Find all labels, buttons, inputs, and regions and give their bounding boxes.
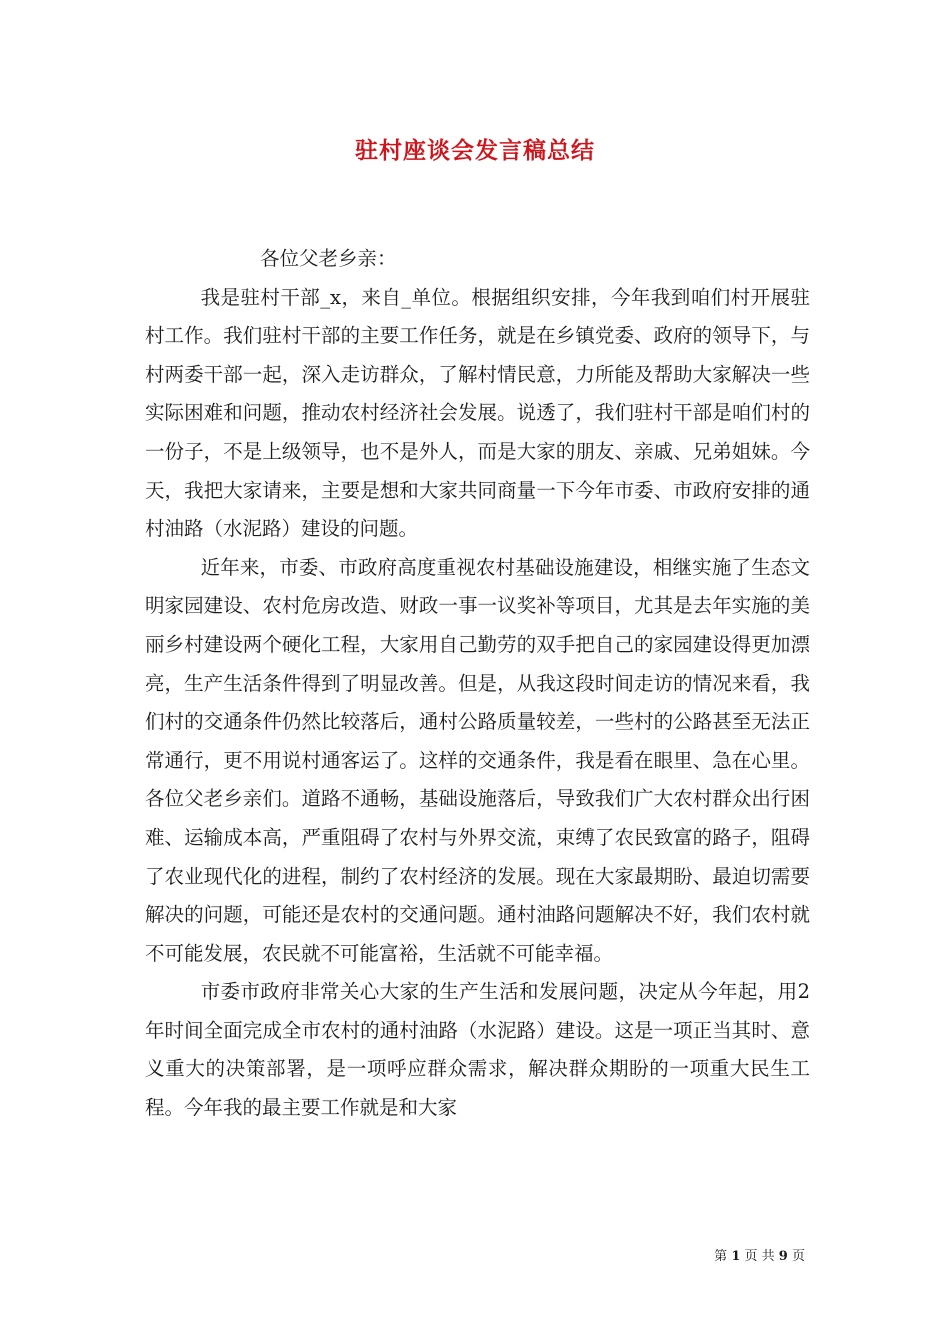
paragraph-2: 近年来，市委、市政府高度重视农村基础设施建设，相继实施了生态文明家园建设、农村危房改造、财政一事一议奖补等项目，尤其是去年实施的美丽乡村建设两个硬化工程，大家用自己勤劳的双手把自己的家园建设得更加漂亮，生产生活条件得到了明显改善。但是，从我这段时间走访的情况来看，我们村的交通条件仍然比较落后，通村公路质量较差，一些村的公路甚至无法正常通行，更不用说村通客运了。这样的交通条件，我是看在眼里、急在心里。各位父老乡亲们。道路不通畅，基础设施落后，导致我们广大农村群众出行困难、运输成本高，严重阻碍了农村与外界交流，束缚了农民致富的路子，阻碍了农业现代化的进程，制约了农村经济的发展。现在大家最期盼、最迫切需要解决的问题，可能还是农村的交通问题。通村油路问题解决不好，我们农村就不可能发展，农民就不可能富裕，生活就不可能幸福。 — [145, 555, 810, 965]
paragraph-1: 我是驻村干部_x，来自_单位。根据组织安排，今年我到咱们村开展驻村工作。我们驻村干部的主要工作任务，就是在乡镇党委、政府的领导下，与村两委干部一起，深入走访群众，了解村情民意，力所能及帮助大家解决一些实际困难和问题，推动农村经济社会发展。说透了，我们驻村干部是咱们村的一份子，不是上级领导，也不是外人，而是大家的朋友、亲戚、兄弟姐妹。今天，我把大家请来，主要是想和大家共同商量一下今年市委、市政府安排的通村油路（水泥路）建设的问题。 — [145, 285, 810, 541]
footer-suffix: 页 — [791, 1249, 805, 1264]
document-title: 驻村座谈会发言稿总结 — [355, 137, 595, 164]
current-page-number: 1 — [731, 1249, 741, 1264]
footer-prefix: 第 — [714, 1249, 728, 1264]
paragraph-3: 市委市政府非常关心大家的生产生活和发展问题，决定从今年起，用2年时间全面完成全市农村的通村油路（水泥路）建设。这是一项正当其时、意义重大的决策部署，是一项呼应群众需求，解决群众期盼的一项重大民生工程。今年我的最主要工作就是和大家 — [145, 980, 810, 1120]
page-number-footer — [714, 1245, 805, 1264]
salutation: 各位父老乡亲： — [260, 247, 397, 270]
total-page-number: 9 — [778, 1249, 788, 1264]
footer-middle: 页 共 — [744, 1249, 775, 1264]
document-body — [145, 240, 810, 1128]
